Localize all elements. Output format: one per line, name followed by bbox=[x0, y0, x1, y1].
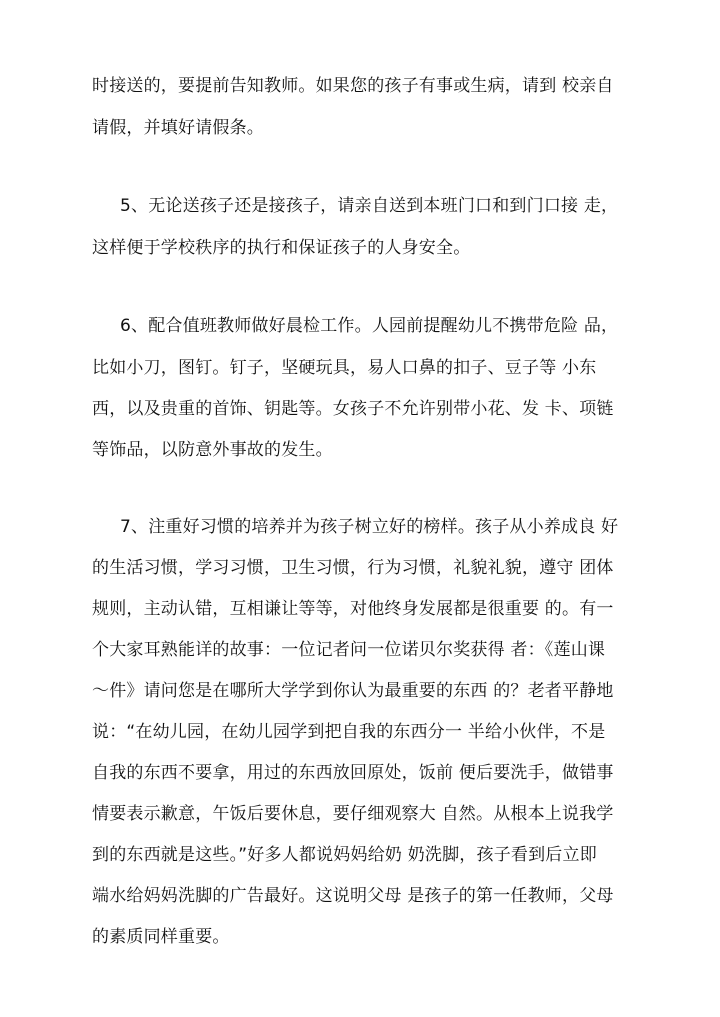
paragraph-7-first-line: 7、注重好习惯的培养并为孩子树立好的榜样。孩子从小养成良 好 bbox=[120, 517, 619, 537]
text-line: 自我的东西不要拿，用过的东西放回原处，饭前 便后要洗手，做错事 bbox=[92, 763, 614, 783]
text-line: 情要表示歉意，午饭后要休息，要仔细观察大 自然。从根本上说我学 bbox=[92, 804, 614, 824]
text-line: 这样便于学校秩序的执行和保证孩子的人身安全。 bbox=[92, 238, 471, 258]
text-line: 请假，并填好请假条。 bbox=[92, 118, 264, 138]
text-line: 时接送的，要提前告知教师。如果您的孩子有事或生病，请到 校亲自 bbox=[92, 76, 614, 96]
text-line: 个大家耳熟能详的故事：一位记者问一位诺贝尔奖获得 者：《莲山课 bbox=[92, 640, 606, 660]
text-line: 到的东西就是这些。”好多人都说妈妈给奶 奶洗脚，孩子看到后立即 bbox=[92, 845, 597, 865]
text-line: 等饰品，以防意外事故的发生。 bbox=[92, 440, 333, 460]
text-line: 的素质同样重要。 bbox=[92, 927, 230, 947]
text-line: 〜件》请问您是在哪所大学学到你认为最重要的东西 的？老者平静地 bbox=[92, 681, 614, 701]
text-line: 的生活习惯，学习习惯，卫生习惯，行为习惯，礼貌礼貌，遵守 团体 bbox=[92, 558, 614, 578]
text-line: 规则，主动认错，互相谦让等等，对他终身发展都是很重要 的。有一 bbox=[92, 599, 614, 619]
text-line: 西，以及贵重的首饰、钥匙等。女孩子不允许别带小花、发 卡、项链 bbox=[92, 399, 614, 419]
text-line: 端水给妈妈洗脚的广告最好。这说明父母 是孩子的第一任教师，父母 bbox=[92, 886, 614, 906]
text-line: 说：“在幼儿园，在幼儿园学到把自我的东西分一 半给小伙伴，不是 bbox=[92, 722, 606, 742]
paragraph-5-first-line: 5、无论送孩子还是接孩子，请亲自送到本班门口和到门口接 走， bbox=[120, 196, 619, 216]
text-line: 比如小刀，图钉。钉子，坚硬玩具，易人口鼻的扣子、豆子等 小东 bbox=[92, 358, 597, 378]
paragraph-6-first-line: 6、配合值班教师做好晨检工作。人园前提醒幼儿不携带危险 品， bbox=[120, 316, 619, 336]
